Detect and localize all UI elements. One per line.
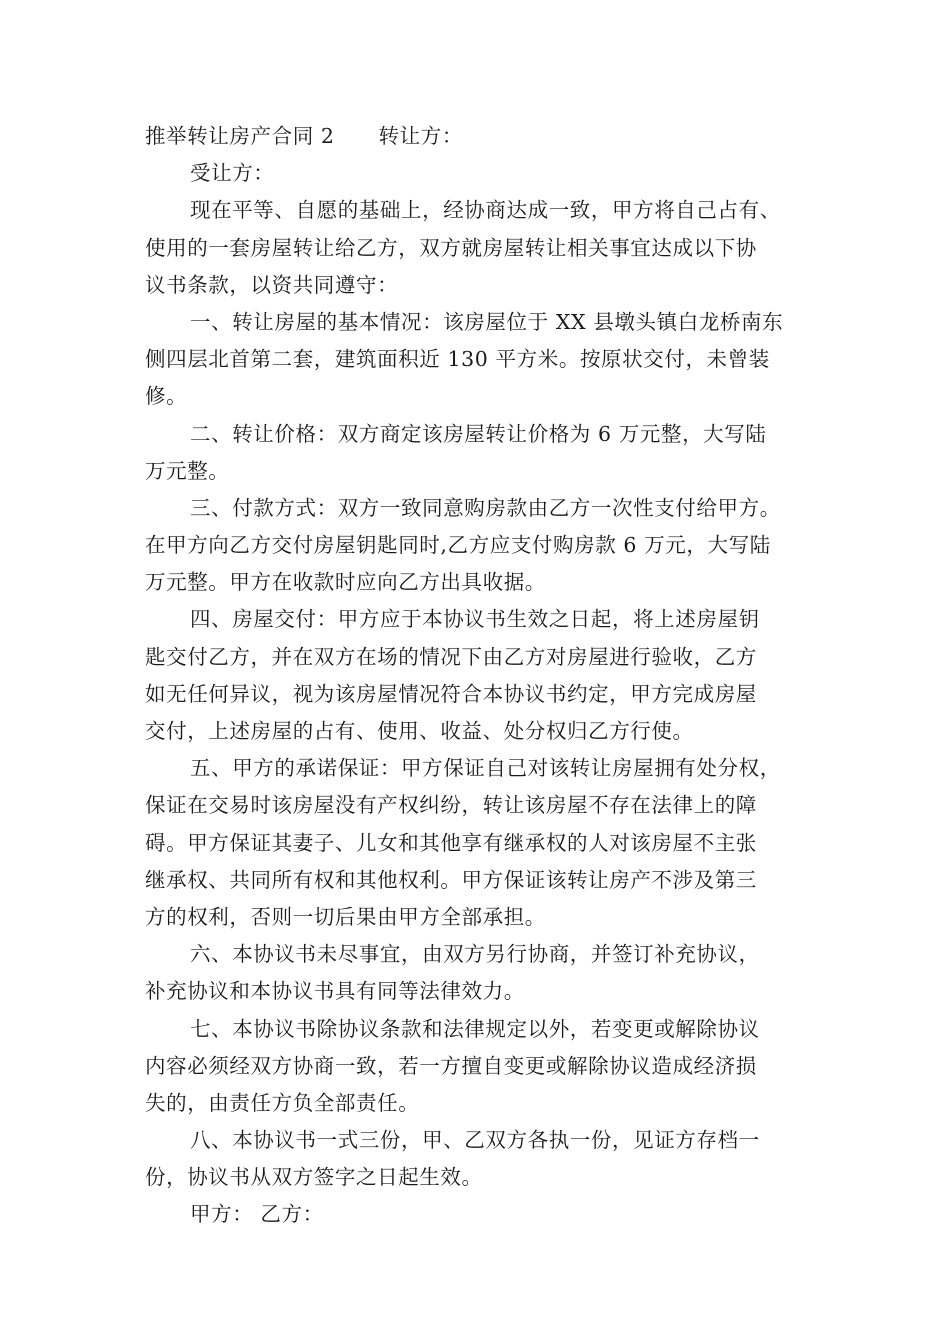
document-line: 修。 xyxy=(145,384,188,409)
document-line: 万元整。 xyxy=(145,458,230,483)
document-line: 甲方： 乙方： xyxy=(190,1202,324,1227)
document-heading: 推举转让房产合同 2 xyxy=(145,124,335,148)
document-line: 六、本协议书未尽事宜，由双方另行协商，并签订补充协议， xyxy=(190,942,760,967)
document-line: 失的，由责任方负全部责任。 xyxy=(145,1090,420,1115)
document-line: 八、本协议书一式三份，甲、乙双方各执一份，见证方存档一 xyxy=(190,1128,760,1153)
document-line: 议书条款，以资共同遵守： xyxy=(145,272,399,297)
document-page xyxy=(145,118,825,1234)
transferor-label: 转让方： xyxy=(378,124,463,148)
document-line: 二、转让价格：双方商定该房屋转让价格为 6 万元整，大写陆 xyxy=(190,421,767,446)
heading-line xyxy=(145,118,825,155)
document-line: 四、房屋交付：甲方应于本协议书生效之日起，将上述房屋钥 xyxy=(190,607,760,632)
document-line: 受让方： xyxy=(190,161,275,186)
document-line: 侧四层北首第二套，建筑面积近 130 平方米。按原状交付，未曾装 xyxy=(145,347,770,372)
document-line: 七、本协议书除协议条款和法律规定以外，若变更或解除协议 xyxy=(190,1016,760,1041)
document-line: 份，协议书从双方签字之日起生效。 xyxy=(145,1165,483,1190)
document-line: 交付，上述房屋的占有、使用、收益、处分权归乙方行使。 xyxy=(145,719,694,743)
document-body xyxy=(145,155,825,1233)
document-line: 补充协议和本协议书具有同等法律效力。 xyxy=(145,979,525,1004)
document-line: 继承权、共同所有权和其他权利。甲方保证该转让房产不涉及第三 xyxy=(145,867,757,892)
document-line: 匙交付乙方，并在双方在场的情况下由乙方对房屋进行验收，乙方 xyxy=(145,644,757,669)
document-line: 一、转让房屋的基本情况：该房屋位于 XX 县墩头镇白龙桥南东 xyxy=(190,309,784,334)
document-line: 五、甲方的承诺保证：甲方保证自己对该转让房屋拥有处分权， xyxy=(190,756,781,781)
document-line: 现在平等、自愿的基础上，经协商达成一致，甲方将自己占有、 xyxy=(190,198,781,223)
document-line: 三、付款方式：双方一致同意购房款由乙方一次性支付给甲方。 xyxy=(190,495,781,520)
document-line: 方的权利，否则一切后果由甲方全部承担。 xyxy=(145,904,546,929)
document-line: 内容必须经双方协商一致，若一方擅自变更或解除协议造成经济损 xyxy=(145,1053,757,1078)
document-line: 如无任何异议，视为该房屋情况符合本协议书约定，甲方完成房屋 xyxy=(145,681,757,706)
document-line: 保证在交易时该房屋没有产权纠纷，转让该房屋不存在法律上的障 xyxy=(145,793,757,818)
document-line: 万元整。甲方在收款时应向乙方出具收据。 xyxy=(145,570,546,595)
document-line: 碍。甲方保证其妻子、儿女和其他享有继承权的人对该房屋不主张 xyxy=(145,830,757,855)
document-line: 使用的一套房屋转让给乙方，双方就房屋转让相关事宜达成以下协 xyxy=(145,235,757,260)
document-line: 在甲方向乙方交付房屋钥匙同时,乙方应支付购房款 6 万元，大写陆 xyxy=(145,533,771,558)
